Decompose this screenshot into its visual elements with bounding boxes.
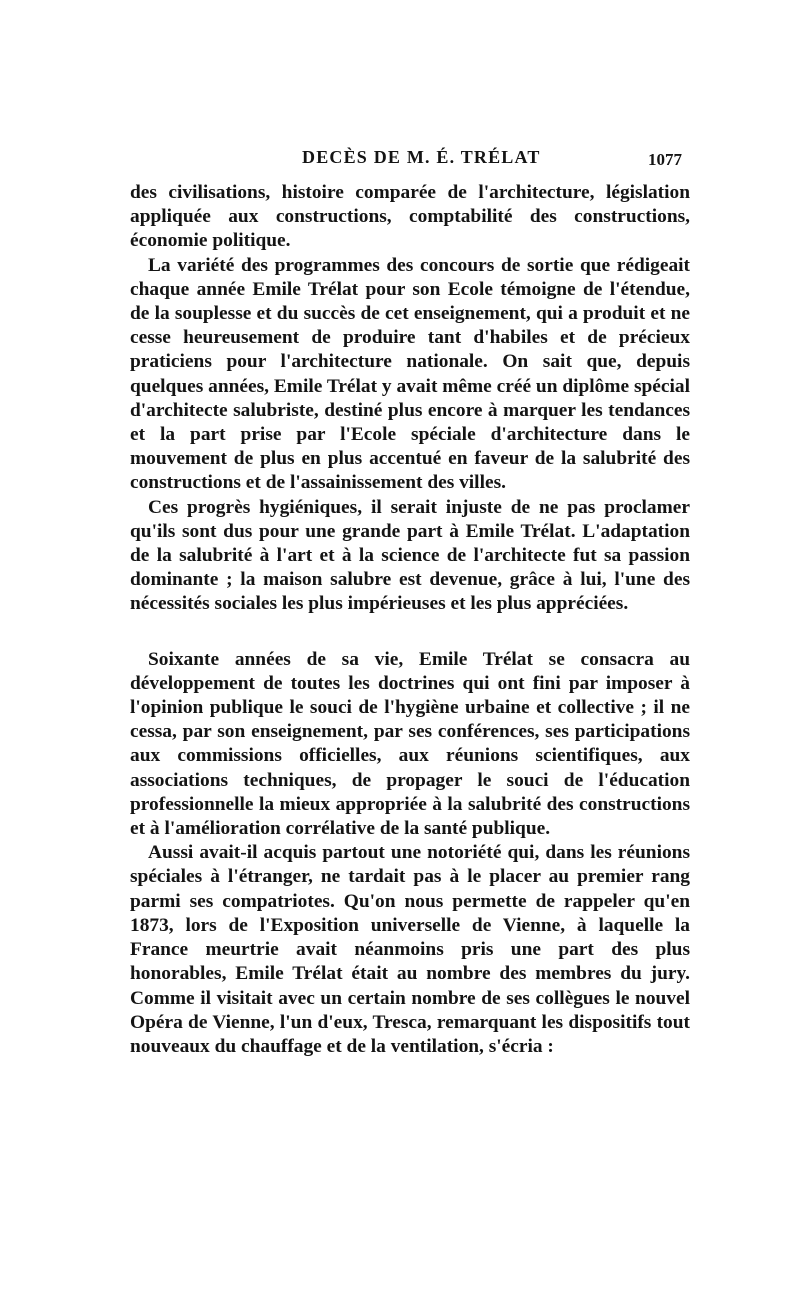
- paragraph-vienna-1873: Aussi avait-il acquis partout une notoriété qui, dans les réunions spéciales à l'étranger, ne tardait pas à le placer au premier rang parmi ses compatriotes. Qu'on nous permette de rappeler qu'en 1873, lors de l'Exposition universelle de Vienne, à laquelle la France meurtrie avait néanmoins pris une part des plus honorables, Emile Trélat était au nombre des membres du jury. Comme il visitait avec un certain nombre de ses collègues le nouvel Opéra de Vienne, l'un d'eux, Tresca, remarquant les dispositifs tout nouveaux du chauffage et de la ventilation, s'écria :: [130, 842, 690, 1057]
- running-header: [130, 147, 682, 175]
- paragraph-programmes: La variété des programmes des concours de sortie que rédigeait chaque année Emile Trélat pour son Ecole témoigne de l'étendue, de la souplesse et du succès de cet enseignement, qui a produit et ne cesse heureusement de produire tant d'habiles et de précieux praticiens pour l'architecture nationale. On sait que, depuis quelques années, Emile Trélat y avait même créé un diplôme spécial d'architecte salubriste, destiné plus encore à marquer les tendances et la part prise par l'Ecole spéciale d'architecture dans le mouvement de plus en plus accentué en faveur de la salubrité des constructions et de l'assainissement des villes.: [130, 254, 690, 494]
- body-text: [130, 181, 690, 1059]
- paragraph-hygiene-progress: Ces progrès hygiéniques, il serait injuste de ne pas proclamer qu'ils sont dus pour une grande part à Emile Trélat. L'adaptation de la salubrité à l'art et à la science de l'architecte fut sa passion dominante ; la maison salubre est devenue, grâce à lui, l'une des nécessités sociales les plus impérieuses et les plus appréciées.: [130, 496, 690, 615]
- paragraph-continuation: des civilisations, histoire comparée de l'architecture, législation appliquée aux constructions, comptabilité des constructions, économie politique.: [130, 182, 690, 252]
- paragraph-sixty-years: Soixante années de sa vie, Emile Trélat se consacra au développement de toutes les doctrines qui ont fini par imposer à l'opinion publique le souci de l'hygiène urbaine et collective ; il ne cessa, par son enseignement, par ses conférences, ses participations aux commissions officielles, aux réunions scientifiques, aux associations techniques, de propager le souci de l'éducation professionnelle la mieux appropriée à la salubrité des constructions et à l'amélioration corrélative de la santé publique.: [130, 648, 690, 840]
- page-number: 1077: [648, 150, 682, 169]
- running-title: DECÈS DE M. É. TRÉLAT: [302, 147, 541, 167]
